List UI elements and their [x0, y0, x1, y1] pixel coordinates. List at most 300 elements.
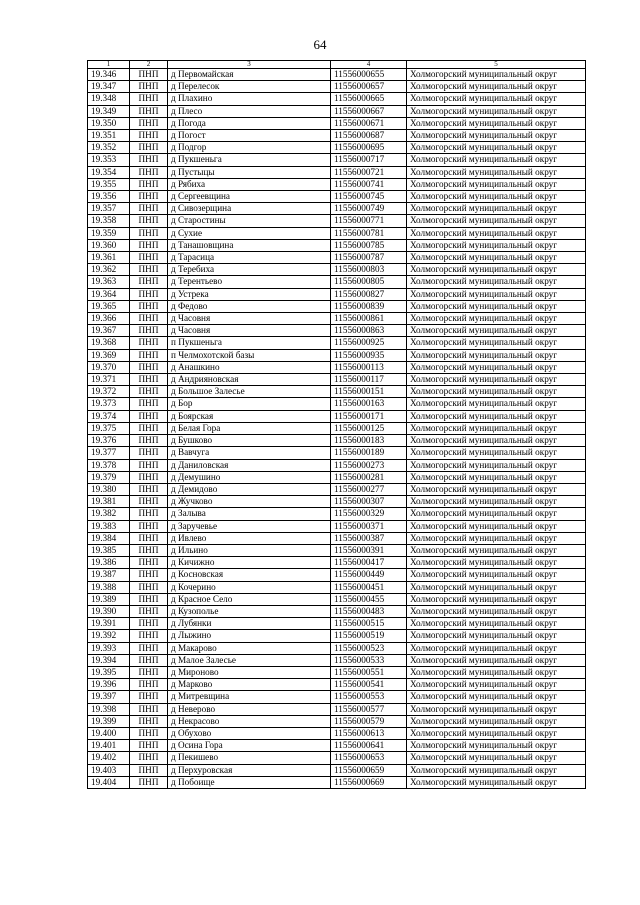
table-row: [88, 276, 586, 288]
table-row: [88, 471, 586, 483]
settlement-name: д Пустыцы: [168, 166, 331, 178]
settlement-type: ПНП: [130, 508, 168, 520]
column-number-row: [88, 61, 586, 69]
oktmo-code: 11556000787: [331, 252, 407, 264]
municipality-name: Холмогорский муниципальный округ: [407, 569, 586, 581]
oktmo-code: 11556000721: [331, 166, 407, 178]
table-row: [88, 215, 586, 227]
settlement-name: д Осина Гора: [168, 740, 331, 752]
oktmo-code: 11556000163: [331, 398, 407, 410]
row-index: 19.378: [88, 459, 130, 471]
row-index: 19.393: [88, 642, 130, 654]
settlement-type: ПНП: [130, 618, 168, 630]
table-row: [88, 764, 586, 776]
municipality-name: Холмогорский муниципальный округ: [407, 581, 586, 593]
municipality-name: Холмогорский муниципальный округ: [407, 142, 586, 154]
municipality-name: Холмогорский муниципальный округ: [407, 81, 586, 93]
settlement-name: д Подгор: [168, 142, 331, 154]
settlement-type: ПНП: [130, 447, 168, 459]
settlement-type: ПНП: [130, 776, 168, 788]
municipality-name: Холмогорский муниципальный округ: [407, 398, 586, 410]
table-row: [88, 154, 586, 166]
table-row: [88, 178, 586, 190]
oktmo-code: 11556000657: [331, 81, 407, 93]
settlement-type: ПНП: [130, 569, 168, 581]
settlement-name: д Демушино: [168, 471, 331, 483]
table-row: [88, 581, 586, 593]
table-row: [88, 666, 586, 678]
settlement-name: д Заручевье: [168, 520, 331, 532]
settlement-name: д Кочерино: [168, 581, 331, 593]
municipality-name: Холмогорский муниципальный округ: [407, 117, 586, 129]
table-row: [88, 544, 586, 556]
oktmo-code: 11556000171: [331, 410, 407, 422]
table-row: [88, 239, 586, 251]
settlement-name: д Жучково: [168, 496, 331, 508]
row-index: 19.389: [88, 593, 130, 605]
oktmo-code: 11556000579: [331, 715, 407, 727]
municipality-name: Холмогорский муниципальный округ: [407, 410, 586, 422]
row-index: 19.397: [88, 691, 130, 703]
municipality-name: Холмогорский муниципальный округ: [407, 459, 586, 471]
settlement-type: ПНП: [130, 386, 168, 398]
settlement-type: ПНП: [130, 642, 168, 654]
table-row: [88, 422, 586, 434]
table-row: [88, 752, 586, 764]
municipality-name: Холмогорский муниципальный округ: [407, 642, 586, 654]
row-index: 19.402: [88, 752, 130, 764]
row-index: 19.375: [88, 422, 130, 434]
registry-body: [88, 69, 586, 789]
municipality-name: Холмогорский муниципальный округ: [407, 532, 586, 544]
oktmo-code: 11556000519: [331, 630, 407, 642]
settlement-name: д Перелесок: [168, 81, 331, 93]
table-row: [88, 508, 586, 520]
row-index: 19.359: [88, 227, 130, 239]
table-row: [88, 300, 586, 312]
settlement-type: ПНП: [130, 300, 168, 312]
settlement-type: ПНП: [130, 361, 168, 373]
municipality-name: Холмогорский муниципальный округ: [407, 666, 586, 678]
oktmo-code: 11556000741: [331, 178, 407, 190]
oktmo-code: 11556000117: [331, 374, 407, 386]
settlement-name: д Кичижно: [168, 557, 331, 569]
row-index: 19.349: [88, 105, 130, 117]
oktmo-code: 11556000125: [331, 422, 407, 434]
row-index: 19.360: [88, 239, 130, 251]
settlement-type: ПНП: [130, 178, 168, 190]
table-row: [88, 191, 586, 203]
settlement-type: ПНП: [130, 703, 168, 715]
oktmo-code: 11556000653: [331, 752, 407, 764]
municipality-name: Холмогорский муниципальный округ: [407, 130, 586, 142]
row-index: 19.366: [88, 313, 130, 325]
row-index: 19.404: [88, 776, 130, 788]
oktmo-code: 11556000803: [331, 264, 407, 276]
settlement-type: ПНП: [130, 483, 168, 495]
row-index: 19.364: [88, 288, 130, 300]
settlement-name: д Обухово: [168, 727, 331, 739]
oktmo-code: 11556000515: [331, 618, 407, 630]
settlement-type: ПНП: [130, 520, 168, 532]
municipality-name: Холмогорский муниципальный округ: [407, 691, 586, 703]
table-row: [88, 386, 586, 398]
settlement-type: ПНП: [130, 117, 168, 129]
settlement-name: д Мироново: [168, 666, 331, 678]
oktmo-code: 11556000577: [331, 703, 407, 715]
municipality-name: Холмогорский муниципальный округ: [407, 288, 586, 300]
row-index: 19.356: [88, 191, 130, 203]
row-index: 19.381: [88, 496, 130, 508]
settlement-name: д Побоище: [168, 776, 331, 788]
settlement-name: д Ильино: [168, 544, 331, 556]
oktmo-code: 11556000523: [331, 642, 407, 654]
row-index: 19.363: [88, 276, 130, 288]
settlement-type: ПНП: [130, 69, 168, 81]
oktmo-code: 11556000551: [331, 666, 407, 678]
settlement-name: д Красное Село: [168, 593, 331, 605]
settlement-name: д Лубянки: [168, 618, 331, 630]
settlement-type: ПНП: [130, 239, 168, 251]
municipality-name: Холмогорский муниципальный округ: [407, 764, 586, 776]
municipality-name: Холмогорский муниципальный округ: [407, 264, 586, 276]
settlement-type: ПНП: [130, 288, 168, 300]
municipality-name: Холмогорский муниципальный округ: [407, 703, 586, 715]
oktmo-code: 11556000805: [331, 276, 407, 288]
municipality-name: Холмогорский муниципальный округ: [407, 374, 586, 386]
row-index: 19.386: [88, 557, 130, 569]
row-index: 19.383: [88, 520, 130, 532]
settlement-type: ПНП: [130, 691, 168, 703]
municipality-name: Холмогорский муниципальный округ: [407, 740, 586, 752]
oktmo-code: 11556000827: [331, 288, 407, 300]
row-index: 19.355: [88, 178, 130, 190]
oktmo-code: 11556000745: [331, 191, 407, 203]
settlement-type: ПНП: [130, 81, 168, 93]
settlement-type: ПНП: [130, 752, 168, 764]
oktmo-code: 11556000273: [331, 459, 407, 471]
settlement-type: ПНП: [130, 276, 168, 288]
settlement-name: д Ивлево: [168, 532, 331, 544]
settlement-name: д Часовня: [168, 325, 331, 337]
municipality-name: Холмогорский муниципальный округ: [407, 386, 586, 398]
municipality-name: Холмогорский муниципальный округ: [407, 520, 586, 532]
table-row: [88, 447, 586, 459]
municipality-name: Холмогорский муниципальный округ: [407, 593, 586, 605]
settlement-name: д Лыжино: [168, 630, 331, 642]
column-number: 1: [88, 61, 130, 69]
table-row: [88, 654, 586, 666]
row-index: 19.376: [88, 435, 130, 447]
municipality-name: Холмогорский муниципальный округ: [407, 618, 586, 630]
table-row: [88, 166, 586, 178]
municipality-name: Холмогорский муниципальный округ: [407, 496, 586, 508]
municipality-name: Холмогорский муниципальный округ: [407, 93, 586, 105]
row-index: 19.390: [88, 605, 130, 617]
settlement-name: д Макарово: [168, 642, 331, 654]
row-index: 19.365: [88, 300, 130, 312]
row-index: 19.354: [88, 166, 130, 178]
table-row: [88, 605, 586, 617]
settlement-type: ПНП: [130, 605, 168, 617]
row-index: 19.398: [88, 703, 130, 715]
municipality-name: Холмогорский муниципальный округ: [407, 654, 586, 666]
municipality-name: Холмогорский муниципальный округ: [407, 337, 586, 349]
oktmo-code: 11556000483: [331, 605, 407, 617]
settlement-name: д Белая Гора: [168, 422, 331, 434]
settlement-type: ПНП: [130, 435, 168, 447]
settlement-type: ПНП: [130, 215, 168, 227]
oktmo-code: 11556000785: [331, 239, 407, 251]
settlement-type: ПНП: [130, 666, 168, 678]
table-row: [88, 435, 586, 447]
municipality-name: Холмогорский муниципальный округ: [407, 166, 586, 178]
oktmo-code: 11556000281: [331, 471, 407, 483]
table-row: [88, 288, 586, 300]
row-index: 19.395: [88, 666, 130, 678]
table-row: [88, 740, 586, 752]
settlement-name: д Старостины: [168, 215, 331, 227]
municipality-name: Холмогорский муниципальный округ: [407, 605, 586, 617]
row-index: 19.372: [88, 386, 130, 398]
oktmo-code: 11556000863: [331, 325, 407, 337]
row-index: 19.368: [88, 337, 130, 349]
table-row: [88, 459, 586, 471]
settlement-type: ПНП: [130, 532, 168, 544]
settlement-type: ПНП: [130, 581, 168, 593]
municipality-name: Холмогорский муниципальный округ: [407, 727, 586, 739]
settlement-type: ПНП: [130, 630, 168, 642]
row-index: 19.350: [88, 117, 130, 129]
settlement-name: д Тарасица: [168, 252, 331, 264]
table-row: [88, 93, 586, 105]
row-index: 19.371: [88, 374, 130, 386]
column-number: 5: [407, 61, 586, 69]
column-number: 2: [130, 61, 168, 69]
municipality-name: Холмогорский муниципальный округ: [407, 776, 586, 788]
oktmo-code: 11556000387: [331, 532, 407, 544]
municipality-name: Холмогорский муниципальный округ: [407, 508, 586, 520]
municipality-name: Холмогорский муниципальный округ: [407, 191, 586, 203]
table-row: [88, 727, 586, 739]
table-row: [88, 398, 586, 410]
settlement-type: ПНП: [130, 337, 168, 349]
settlement-name: д Некрасово: [168, 715, 331, 727]
row-index: 19.353: [88, 154, 130, 166]
oktmo-code: 11556000659: [331, 764, 407, 776]
table-row: [88, 142, 586, 154]
table-row: [88, 593, 586, 605]
municipality-name: Холмогорский муниципальный округ: [407, 471, 586, 483]
settlement-type: ПНП: [130, 496, 168, 508]
oktmo-code: 11556000641: [331, 740, 407, 752]
settlement-type: ПНП: [130, 544, 168, 556]
row-index: 19.401: [88, 740, 130, 752]
table-row: [88, 203, 586, 215]
row-index: 19.394: [88, 654, 130, 666]
municipality-name: Холмогорский муниципальный округ: [407, 447, 586, 459]
table-row: [88, 483, 586, 495]
settlement-type: ПНП: [130, 398, 168, 410]
row-index: 19.385: [88, 544, 130, 556]
registry-table: [87, 60, 586, 789]
settlement-type: ПНП: [130, 264, 168, 276]
oktmo-code: 11556000925: [331, 337, 407, 349]
row-index: 19.347: [88, 81, 130, 93]
municipality-name: Холмогорский муниципальный округ: [407, 361, 586, 373]
row-index: 19.396: [88, 679, 130, 691]
row-index: 19.362: [88, 264, 130, 276]
settlement-name: д Анашкино: [168, 361, 331, 373]
column-number: 3: [168, 61, 331, 69]
settlement-name: д Федово: [168, 300, 331, 312]
settlement-name: п Пукшеньга: [168, 337, 331, 349]
oktmo-code: 11556000695: [331, 142, 407, 154]
oktmo-code: 11556000749: [331, 203, 407, 215]
table-row: [88, 557, 586, 569]
oktmo-code: 11556000781: [331, 227, 407, 239]
oktmo-code: 11556000839: [331, 300, 407, 312]
oktmo-code: 11556000771: [331, 215, 407, 227]
settlement-type: ПНП: [130, 93, 168, 105]
settlement-name: д Терентьево: [168, 276, 331, 288]
table-row: [88, 679, 586, 691]
row-index: 19.403: [88, 764, 130, 776]
settlement-name: д Залыва: [168, 508, 331, 520]
municipality-name: Холмогорский муниципальный округ: [407, 239, 586, 251]
settlement-type: ПНП: [130, 593, 168, 605]
row-index: 19.380: [88, 483, 130, 495]
municipality-name: Холмогорский муниципальный округ: [407, 154, 586, 166]
oktmo-code: 11556000371: [331, 520, 407, 532]
row-index: 19.373: [88, 398, 130, 410]
settlement-name: д Перхуровская: [168, 764, 331, 776]
settlement-type: ПНП: [130, 191, 168, 203]
settlement-name: д Теребиха: [168, 264, 331, 276]
settlement-type: ПНП: [130, 471, 168, 483]
table-row: [88, 569, 586, 581]
row-index: 19.357: [88, 203, 130, 215]
row-index: 19.382: [88, 508, 130, 520]
settlement-name: д Боярская: [168, 410, 331, 422]
municipality-name: Холмогорский муниципальный округ: [407, 105, 586, 117]
settlement-type: ПНП: [130, 654, 168, 666]
oktmo-code: 11556000391: [331, 544, 407, 556]
municipality-name: Холмогорский муниципальный округ: [407, 325, 586, 337]
settlement-type: ПНП: [130, 679, 168, 691]
oktmo-code: 11556000861: [331, 313, 407, 325]
municipality-name: Холмогорский муниципальный округ: [407, 203, 586, 215]
settlement-type: ПНП: [130, 764, 168, 776]
table-row: [88, 349, 586, 361]
oktmo-code: 11556000329: [331, 508, 407, 520]
table-row: [88, 117, 586, 129]
settlement-name: д Танашовщина: [168, 239, 331, 251]
row-index: 19.369: [88, 349, 130, 361]
row-index: 19.377: [88, 447, 130, 459]
settlement-type: ПНП: [130, 422, 168, 434]
oktmo-code: 11556000113: [331, 361, 407, 373]
settlement-name: д Митревщина: [168, 691, 331, 703]
settlement-type: ПНП: [130, 105, 168, 117]
oktmo-code: 11556000655: [331, 69, 407, 81]
oktmo-code: 11556000667: [331, 105, 407, 117]
settlement-type: ПНП: [130, 203, 168, 215]
table-row: [88, 715, 586, 727]
settlement-name: д Косновская: [168, 569, 331, 581]
settlement-type: ПНП: [130, 740, 168, 752]
page-number: 64: [313, 37, 327, 52]
oktmo-code: 11556000613: [331, 727, 407, 739]
settlement-type: ПНП: [130, 374, 168, 386]
table-row: [88, 325, 586, 337]
row-index: 19.379: [88, 471, 130, 483]
oktmo-code: 11556000935: [331, 349, 407, 361]
row-index: 19.399: [88, 715, 130, 727]
row-index: 19.384: [88, 532, 130, 544]
oktmo-code: 11556000189: [331, 447, 407, 459]
row-index: 19.391: [88, 618, 130, 630]
oktmo-code: 11556000553: [331, 691, 407, 703]
settlement-name: д Демидово: [168, 483, 331, 495]
settlement-name: д Малое Залесье: [168, 654, 331, 666]
oktmo-code: 11556000687: [331, 130, 407, 142]
row-index: 19.400: [88, 727, 130, 739]
table-row: [88, 520, 586, 532]
settlement-type: ПНП: [130, 154, 168, 166]
settlement-name: д Большое Залесье: [168, 386, 331, 398]
settlement-name: д Сергеевщина: [168, 191, 331, 203]
municipality-name: Холмогорский муниципальный округ: [407, 544, 586, 556]
municipality-name: Холмогорский муниципальный округ: [407, 227, 586, 239]
municipality-name: Холмогорский муниципальный округ: [407, 435, 586, 447]
municipality-name: Холмогорский муниципальный округ: [407, 300, 586, 312]
row-index: 19.351: [88, 130, 130, 142]
row-index: 19.392: [88, 630, 130, 642]
oktmo-code: 11556000277: [331, 483, 407, 495]
row-index: 19.352: [88, 142, 130, 154]
municipality-name: Холмогорский муниципальный округ: [407, 313, 586, 325]
settlement-type: ПНП: [130, 313, 168, 325]
table-row: [88, 264, 586, 276]
settlement-name: д Пукшеньга: [168, 154, 331, 166]
column-number: 4: [331, 61, 407, 69]
settlement-type: ПНП: [130, 252, 168, 264]
table-row: [88, 374, 586, 386]
oktmo-code: 11556000455: [331, 593, 407, 605]
settlement-type: ПНП: [130, 130, 168, 142]
oktmo-code: 11556000151: [331, 386, 407, 398]
settlement-type: ПНП: [130, 227, 168, 239]
table-row: [88, 361, 586, 373]
table-row: [88, 691, 586, 703]
municipality-name: Холмогорский муниципальный округ: [407, 252, 586, 264]
row-index: 19.361: [88, 252, 130, 264]
oktmo-code: 11556000541: [331, 679, 407, 691]
settlement-type: ПНП: [130, 325, 168, 337]
settlement-name: д Бор: [168, 398, 331, 410]
table-row: [88, 630, 586, 642]
table-row: [88, 776, 586, 788]
settlement-name: д Первомайская: [168, 69, 331, 81]
settlement-name: п Челмохотской базы: [168, 349, 331, 361]
settlement-type: ПНП: [130, 727, 168, 739]
table-row: [88, 532, 586, 544]
settlement-name: д Андрияновская: [168, 374, 331, 386]
row-index: 19.367: [88, 325, 130, 337]
settlement-type: ПНП: [130, 349, 168, 361]
settlement-name: д Кузополье: [168, 605, 331, 617]
